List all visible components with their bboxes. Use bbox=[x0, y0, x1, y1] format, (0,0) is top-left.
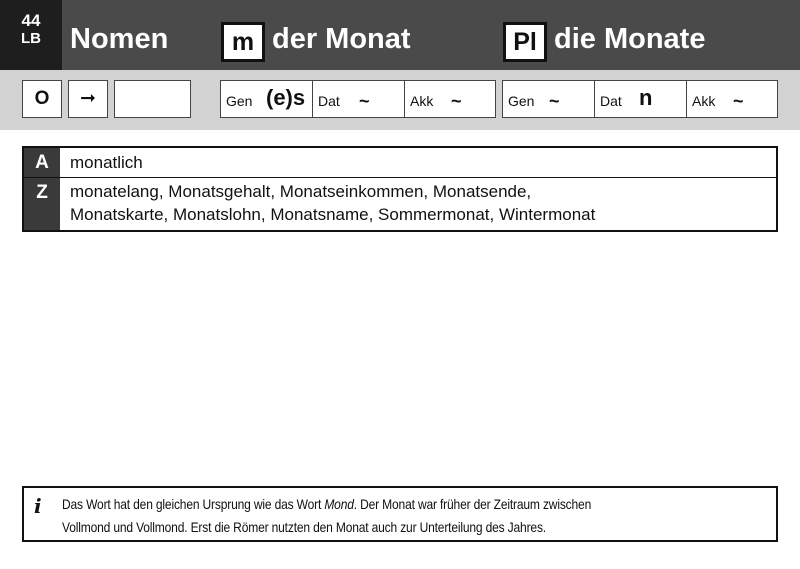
lesson-badge bbox=[0, 0, 62, 70]
word-category: Nomen bbox=[70, 23, 169, 55]
lesson-code: LB bbox=[21, 30, 41, 47]
info-icon: i bbox=[34, 494, 42, 518]
header-band bbox=[0, 0, 800, 70]
case-label: Dat bbox=[600, 93, 622, 109]
case-ending: n bbox=[639, 85, 653, 110]
case-genitive-singular bbox=[221, 81, 313, 117]
case-label: Gen bbox=[226, 93, 253, 109]
compounds-line-1: monatelang, Monatsgehalt, Monatseinkommen, Monatsende, bbox=[70, 182, 532, 201]
adjective-marker: A bbox=[35, 152, 49, 173]
case-label: Dat bbox=[318, 93, 340, 109]
compounds-line-2: Monatskarte, Monatslohn, Monatsname, Sommermonat, Wintermonat bbox=[70, 205, 596, 224]
case-accusative-singular bbox=[405, 81, 495, 117]
case-label: Gen bbox=[508, 93, 535, 109]
info-emphasis: Mond bbox=[324, 496, 354, 512]
case-ending: ~ bbox=[549, 91, 560, 111]
related-letter-column bbox=[24, 148, 60, 230]
plural-form: die Monate bbox=[554, 23, 706, 55]
case-ending: (e)s bbox=[266, 85, 306, 110]
singular-cases bbox=[220, 80, 496, 118]
adjective-text: monatlich bbox=[70, 153, 143, 172]
declension-cell-empty bbox=[114, 80, 191, 118]
case-accusative-plural bbox=[687, 81, 777, 117]
arrow-icon: ➞ bbox=[68, 80, 108, 118]
row-divider bbox=[24, 177, 776, 178]
lesson-number: 44 bbox=[21, 11, 41, 30]
info-line-1 bbox=[62, 494, 591, 514]
plural-marker: Pl bbox=[503, 22, 547, 62]
plural-cases bbox=[502, 80, 778, 118]
info-line-2: Vollmond und Vollmond. Erst die Römer nutzten den Monat auch zur Unterteilung des Jahres. bbox=[62, 519, 546, 535]
case-label: Akk bbox=[692, 93, 716, 109]
singular-form: der Monat bbox=[272, 23, 411, 55]
case-dative-plural bbox=[595, 81, 687, 117]
declension-cell-o: O bbox=[22, 80, 62, 118]
compound-marker: Z bbox=[36, 182, 48, 203]
related-words-box bbox=[22, 146, 778, 232]
info-text: . Der Monat war früher der Zeitraum zwischen bbox=[353, 496, 592, 512]
gender-marker: m bbox=[221, 22, 265, 62]
case-dative-singular bbox=[313, 81, 405, 117]
case-label: Akk bbox=[410, 93, 434, 109]
info-text: Das Wort hat den gleichen Ursprung wie das Wort bbox=[62, 496, 325, 512]
case-genitive-plural bbox=[503, 81, 595, 117]
case-ending: ~ bbox=[451, 91, 462, 111]
case-ending: ~ bbox=[359, 91, 370, 111]
case-ending: ~ bbox=[733, 91, 744, 111]
info-box bbox=[22, 486, 778, 542]
